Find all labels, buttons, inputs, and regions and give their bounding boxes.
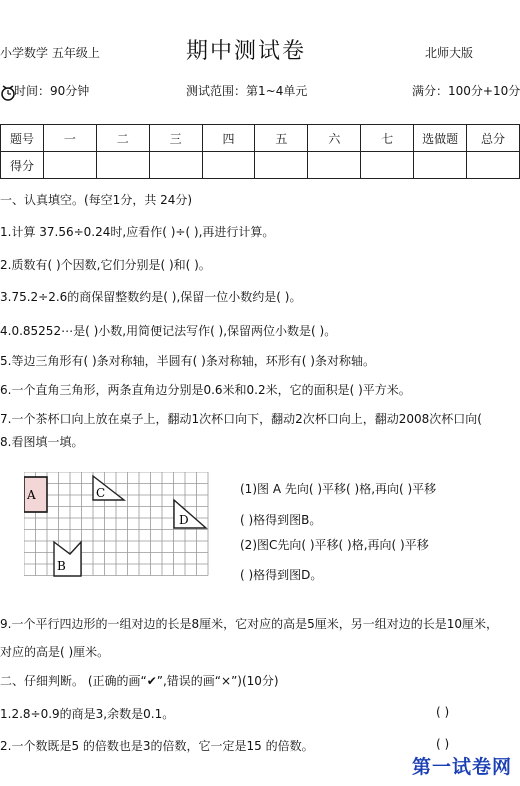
question-3: 3.75.2÷2.6的商保留整数约是( ),保留一位小数约是( )。 (0, 290, 302, 304)
full-score: 满分：100分+10分 (412, 84, 520, 98)
exam-time: 时间：90分钟 (14, 84, 90, 98)
question-8-part2-line1: (2)图C先向( )平移( )格,再向( )平移 (240, 538, 429, 552)
judge-question-2: 2.一个数既是5 的倍数也是3的倍数，它一定是15 的倍数。 (0, 739, 314, 753)
label-b: B (57, 559, 66, 573)
score-header-cell: 六 (308, 125, 361, 152)
question-6: 6.一个直角三角形，两条直角边分别是0.6米和0.2米，它的面积是( )平方米。 (0, 383, 411, 397)
question-8-part2-line2: ( )格得到图D。 (240, 568, 323, 582)
score-header-cell: 一 (43, 125, 96, 152)
question-5: 5.等边三角形有( )条对称轴，半圆有( )条对称轴，环形有( )条对称轴。 (0, 354, 375, 368)
score-header-cell: 四 (202, 125, 255, 152)
section1-heading: 一、认真填空。(每空1分，共 24分) (0, 193, 193, 207)
score-header-cell: 五 (255, 125, 308, 152)
score-header-cell: 二 (96, 125, 149, 152)
score-header-cell: 总分 (467, 125, 520, 152)
score-cell[interactable] (43, 152, 96, 179)
score-cell[interactable] (467, 152, 520, 179)
score-cell[interactable] (149, 152, 202, 179)
question-9-line1: 9.一个平行四边形的一组对边的长是8厘米，它对应的高是5厘米，另一组对边的长是10厘米， (0, 617, 498, 631)
question-4: 4.0.85252⋯是( )小数,用简便记法写作( ),保留两位小数是( )。 (0, 324, 337, 338)
judge-answer-1[interactable]: ( ) (436, 705, 450, 719)
score-cell[interactable] (308, 152, 361, 179)
question-1: 1.计算 37.56÷0.24时,应看作( )÷( ),再进行计算。 (0, 225, 275, 239)
score-cell[interactable] (414, 152, 467, 179)
score-header-cell: 选做题 (414, 125, 467, 152)
score-cell[interactable] (96, 152, 149, 179)
page-title: 期中测试卷 (186, 39, 307, 64)
publisher: 北师大版 (425, 46, 474, 60)
clock-icon (1, 84, 15, 102)
score-cell[interactable] (255, 152, 308, 179)
score-cell[interactable] (202, 152, 255, 179)
section2-heading: 二、仔细判断。 (正确的画“✔”,错误的画“×”)(10分) (0, 674, 279, 688)
judge-question-1: 1.2.8÷0.9的商是3,余数是0.1。 (0, 707, 175, 721)
score-header-cell: 七 (361, 125, 414, 152)
score-header-cell: 三 (149, 125, 202, 152)
question-9-line2: 对应的高是( )厘米。 (0, 645, 110, 659)
score-header-cell: 题号 (1, 125, 44, 152)
judge-answer-2[interactable]: ( ) (436, 737, 450, 751)
question-8-part1-line2: ( )格得到图B。 (240, 513, 322, 527)
watermark-logo: 第一试卷网 (411, 756, 512, 778)
question-8-part1-line1: (1)图 A 先向( )平移( )格,再向( )平移 (240, 482, 437, 496)
label-a: A (27, 488, 36, 502)
exam-range: 测试范围：第1~4单元 (186, 84, 308, 98)
score-cell[interactable] (361, 152, 414, 179)
score-table-score-row (1, 152, 520, 179)
translation-grid-figure (24, 472, 210, 582)
score-table-header-row (1, 125, 520, 152)
score-row-label: 得分 (1, 152, 44, 179)
question-2: 2.质数有( )个因数,它们分别是( )和( )。 (0, 258, 211, 272)
score-table (0, 124, 520, 179)
subject-grade: 小学数学 五年级上 (0, 46, 100, 60)
label-c: C (96, 486, 106, 500)
question-8: 8.看图填一填。 (0, 435, 84, 449)
label-d: D (179, 513, 189, 527)
question-7: 7.一个茶杯口向上放在桌子上，翻动1次杯口向下，翻动2次杯口向上，翻动2008次杯口向( (0, 412, 482, 426)
